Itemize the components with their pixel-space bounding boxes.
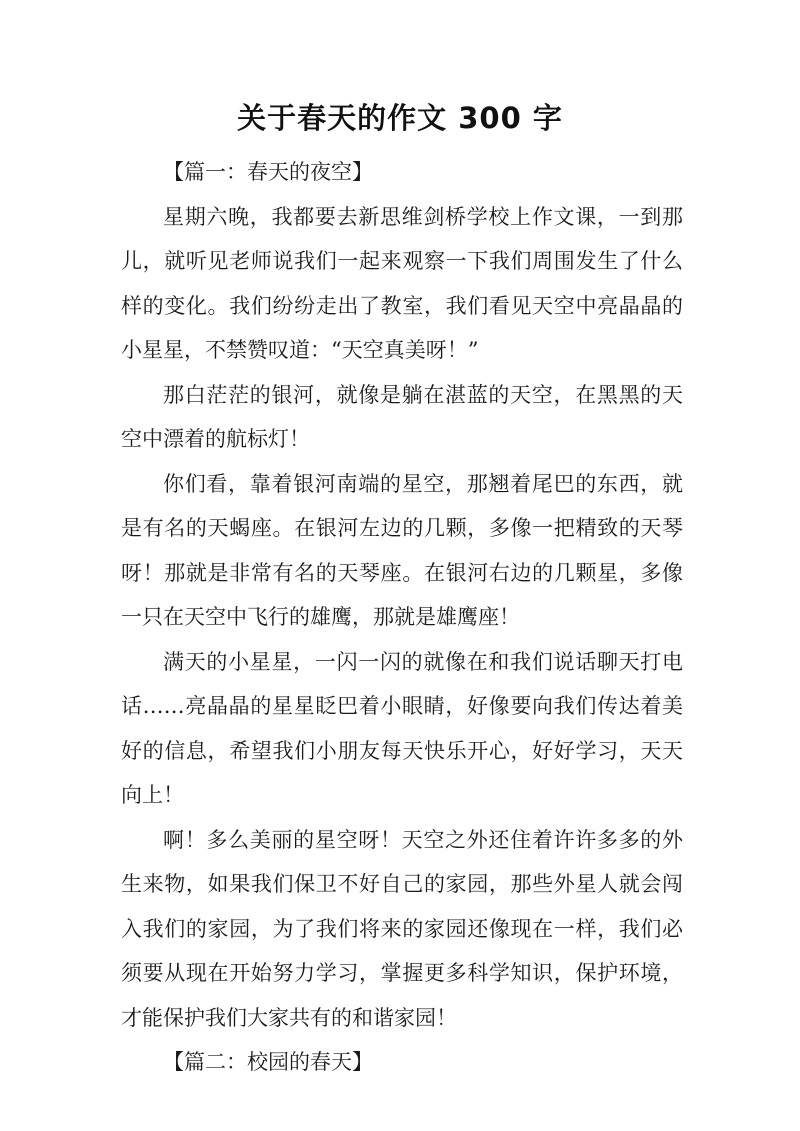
paragraph-4: 满天的小星星，一闪一闪的就像在和我们说话聊天打电话……亮晶晶的星星眨巴着小眼睛，好像要向我们传达着美好的信息，希望我们小朋友每天快乐开心，好好学习，天天向上！ bbox=[121, 649, 683, 807]
paragraph-1: 星期六晚，我都要去新思维剑桥学校上作文课，一到那儿，就听见老师说我们一起来观察一下我们周围发生了什么样的变化。我们纷纷走出了教室，我们看见天空中亮晶晶的小星星，不禁赞叹道：“天空真美呀！” bbox=[121, 204, 683, 362]
section-heading-1: 【篇一：春天的夜空】 bbox=[163, 160, 373, 184]
page-title: 关于春天的作文 300 字 bbox=[237, 101, 563, 135]
paragraph-3: 你们看，靠着银河南端的星空，那翘着尾巴的东西，就是有名的天蝎座。在银河左边的几颗，多像一把精致的天琴呀！那就是非常有名的天琴座。在银河右边的几颗星，多像一只在天空中飞行的雄鹰，那就是雄鹰座！ bbox=[121, 471, 683, 629]
paragraph-5: 啊！多么美丽的星空呀！天空之外还住着许许多多的外生来物，如果我们保卫不好自己的家园，那些外星人就会闯入我们的家园，为了我们将来的家园还像现在一样，我们必须要从现在开始努力学习，掌握更多科学知识，保护环境，才能保护我们大家共有的和谐家园！ bbox=[121, 827, 683, 1030]
section-heading-2: 【篇二：校园的春天】 bbox=[163, 1050, 373, 1074]
paragraph-2: 那白茫茫的银河，就像是躺在湛蓝的天空，在黑黑的天空中漂着的航标灯！ bbox=[121, 382, 683, 451]
article-body bbox=[121, 150, 683, 1085]
